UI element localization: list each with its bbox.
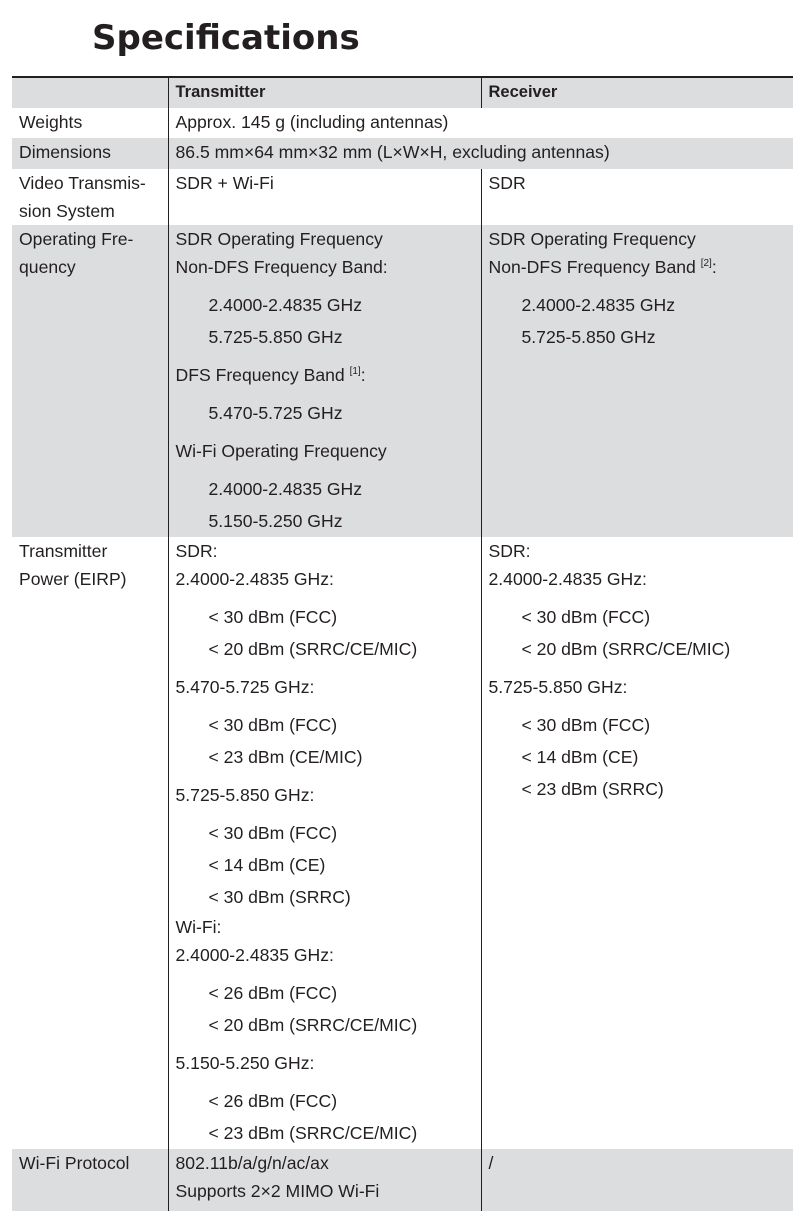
label-line: Power (EIRP) <box>19 569 127 589</box>
power-value: < 26 dBm (FCC) <box>208 983 338 1003</box>
power-value: < 26 dBm (FCC) <box>208 1091 338 1111</box>
power-value: < 23 dBm (SRRC/CE/MIC) <box>208 1123 418 1143</box>
text-line: 2.4000-2.4835 GHz: <box>175 569 334 589</box>
row-wifi-protocol <box>12 1149 793 1211</box>
text-line: 5.725-5.850 GHz: <box>175 785 315 805</box>
text-line: 5.150-5.250 GHz: <box>175 1053 315 1073</box>
text-line: Wi-Fi Operating Frequency <box>175 441 387 461</box>
text-line: DFS Frequency Band [1]: <box>175 365 366 385</box>
text-line: 5.470-5.725 GHz: <box>175 677 315 697</box>
power-value: < 30 dBm (FCC) <box>208 715 338 735</box>
label-transmitter-power <box>12 537 168 1149</box>
power-value: < 30 dBm (FCC) <box>521 715 651 735</box>
row-weights <box>12 108 793 138</box>
footnote-ref: [1] <box>349 366 361 377</box>
text-line: SDR: <box>488 541 531 561</box>
power-value: < 30 dBm (SRRC) <box>208 887 351 907</box>
frequency-value: 5.150-5.250 GHz <box>208 511 343 531</box>
rx-wifi-protocol: / <box>481 1149 793 1211</box>
tx-operating-frequency <box>168 225 481 537</box>
frequency-value: 2.4000-2.4835 GHz <box>208 479 363 499</box>
power-value: < 30 dBm (FCC) <box>521 607 651 627</box>
label-line: Operating Fre- <box>19 229 134 249</box>
frequency-value: 2.4000-2.4835 GHz <box>521 295 676 315</box>
power-value: < 14 dBm (CE) <box>521 747 639 767</box>
label-weights: Weights <box>19 112 83 132</box>
power-value: < 23 dBm (CE/MIC) <box>208 747 363 767</box>
label-operating-frequency <box>12 225 168 537</box>
row-dimensions <box>12 138 793 169</box>
text-line: SDR Operating Frequency <box>175 229 383 249</box>
text-line: Non-DFS Frequency Band [2]: <box>488 257 717 277</box>
text-line: 802.11b/a/g/n/ac/ax <box>175 1153 329 1173</box>
specifications-table <box>12 78 793 1211</box>
power-value: < 30 dBm (FCC) <box>208 607 338 627</box>
power-value: < 14 dBm (CE) <box>208 855 326 875</box>
label-line: Transmitter <box>19 541 108 561</box>
text-line: Wi-Fi: <box>175 917 222 937</box>
label-dimensions: Dimensions <box>19 142 111 162</box>
text-line: Supports 2×2 MIMO Wi-Fi <box>175 1181 380 1201</box>
value-dimensions: 86.5 mm×64 mm×32 mm (L×W×H, excluding antennas) <box>168 138 793 169</box>
text-line: Non-DFS Frequency Band: <box>175 257 388 277</box>
power-value: < 20 dBm (SRRC/CE/MIC) <box>208 1015 418 1035</box>
frequency-value: 5.725-5.850 GHz <box>521 327 656 347</box>
label-wifi-protocol: Wi-Fi Protocol <box>19 1153 130 1173</box>
rx-video-transmission: SDR <box>481 169 793 225</box>
row-operating-frequency <box>12 225 793 537</box>
power-value: < 23 dBm (SRRC) <box>521 779 664 799</box>
label-line: sion System <box>19 201 115 221</box>
header-receiver: Receiver <box>481 78 793 108</box>
row-transmitter-power <box>12 537 793 1149</box>
text-line: 2.4000-2.4835 GHz: <box>488 569 647 589</box>
power-value: < 20 dBm (SRRC/CE/MIC) <box>521 639 731 659</box>
tx-transmitter-power <box>168 537 481 1149</box>
frequency-value: 5.725-5.850 GHz <box>208 327 343 347</box>
label-video-transmission <box>12 169 168 225</box>
label-line: Video Transmis- <box>19 173 146 193</box>
text-line: SDR Operating Frequency <box>488 229 696 249</box>
label-line: quency <box>19 257 76 277</box>
rx-operating-frequency <box>481 225 793 537</box>
tx-wifi-protocol <box>168 1149 481 1211</box>
tx-video-transmission: SDR + Wi-Fi <box>168 169 481 225</box>
row-video-transmission <box>12 169 793 225</box>
header-parameter <box>12 78 168 108</box>
table-header-row <box>12 78 793 108</box>
frequency-value: 2.4000-2.4835 GHz <box>208 295 363 315</box>
power-value: < 20 dBm (SRRC/CE/MIC) <box>208 639 418 659</box>
frequency-value: 5.470-5.725 GHz <box>208 403 343 423</box>
footnote-ref: [2] <box>700 258 712 269</box>
text-line: SDR: <box>175 541 218 561</box>
rx-transmitter-power <box>481 537 793 1149</box>
text-line: 5.725-5.850 GHz: <box>488 677 628 697</box>
value-weights: Approx. 145 g (including antennas) <box>168 108 793 138</box>
power-value: < 30 dBm (FCC) <box>208 823 338 843</box>
text-line: 2.4000-2.4835 GHz: <box>175 945 334 965</box>
header-transmitter: Transmitter <box>168 78 481 108</box>
page-title: Specifications <box>92 18 360 58</box>
